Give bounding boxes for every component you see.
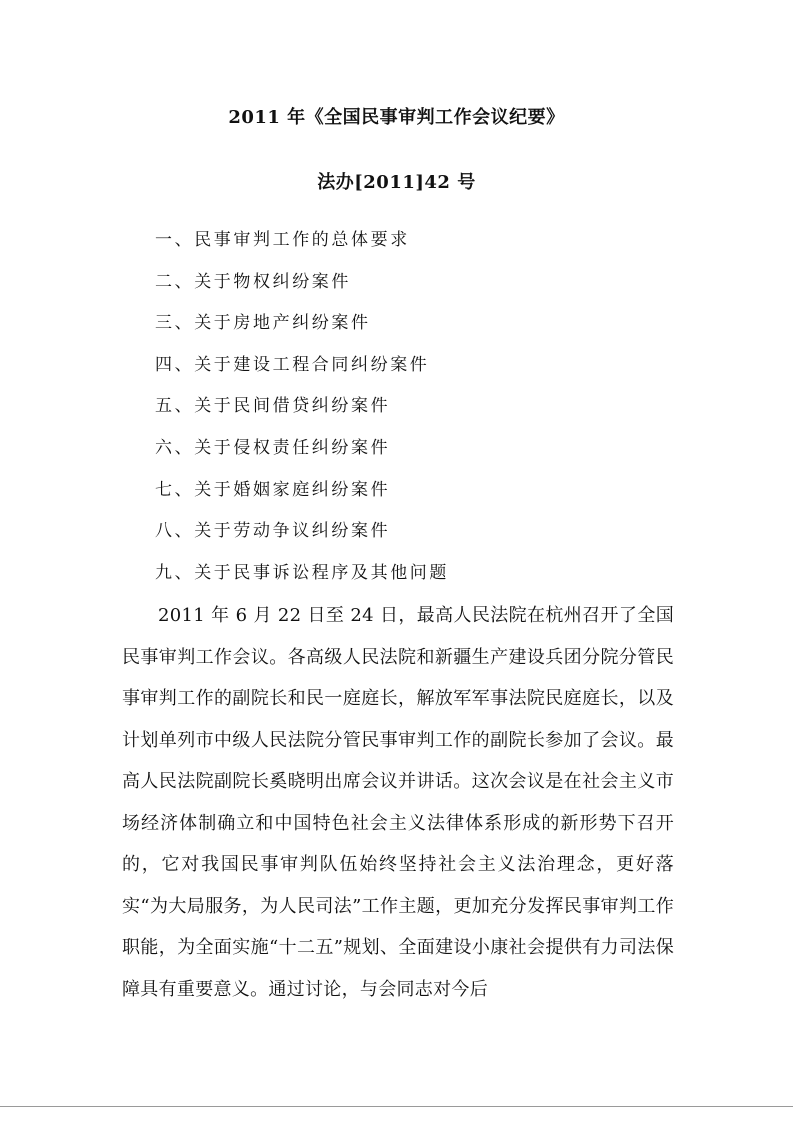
toc-item: 四、关于建设工程合同纠纷案件 [155,354,430,375]
table-of-contents [155,228,449,602]
toc-item: 七、关于婚姻家庭纠纷案件 [155,479,391,500]
toc-item: 五、关于民间借贷纠纷案件 [155,396,391,417]
page-bottom-divider [0,1106,793,1107]
toc-item: 八、关于劳动争议纠纷案件 [155,521,391,542]
toc-item: 三、关于房地产纠纷案件 [155,313,371,334]
body-paragraph: 2011 年 6 月 22 日至 24 日，最高人民法院在杭州召开了全国民事审判工作会议。各高级人民法院和新疆生产建设兵团分院分管民事审判工作的副院长和民一庭庭长，解放军军事法院民庭庭长，以及计划单列市中级人民法院分管民事审判工作的副院长参加了会议。最高人民法院副院长奚晓明出席会议并讲话。这次会议是在社会主义市场经济体制确立和中国特色社会主义法律体系形成的新形势下召开的，它对我国民事审判队伍始终坚持社会主义法治理念，更好落实“为大局服务，为人民司法”工作主题，更加充分发挥民事审判工作职能，为全面实施“十二五”规划、全面建设小康社会提供有力司法保障具有重要意义。通过讨论，与会同志对今后 [122,605,674,1000]
document-title: 2011 年《全国民事审判工作会议纪要》 [228,107,565,128]
document-number: 法办[2011]42 号 [317,172,476,193]
toc-item: 二、关于物权纠纷案件 [155,271,351,292]
toc-item: 九、关于民事诉讼程序及其他问题 [155,562,449,583]
toc-item: 六、关于侵权责任纠纷案件 [155,437,391,458]
toc-item: 一、民事审判工作的总体要求 [155,230,410,250]
